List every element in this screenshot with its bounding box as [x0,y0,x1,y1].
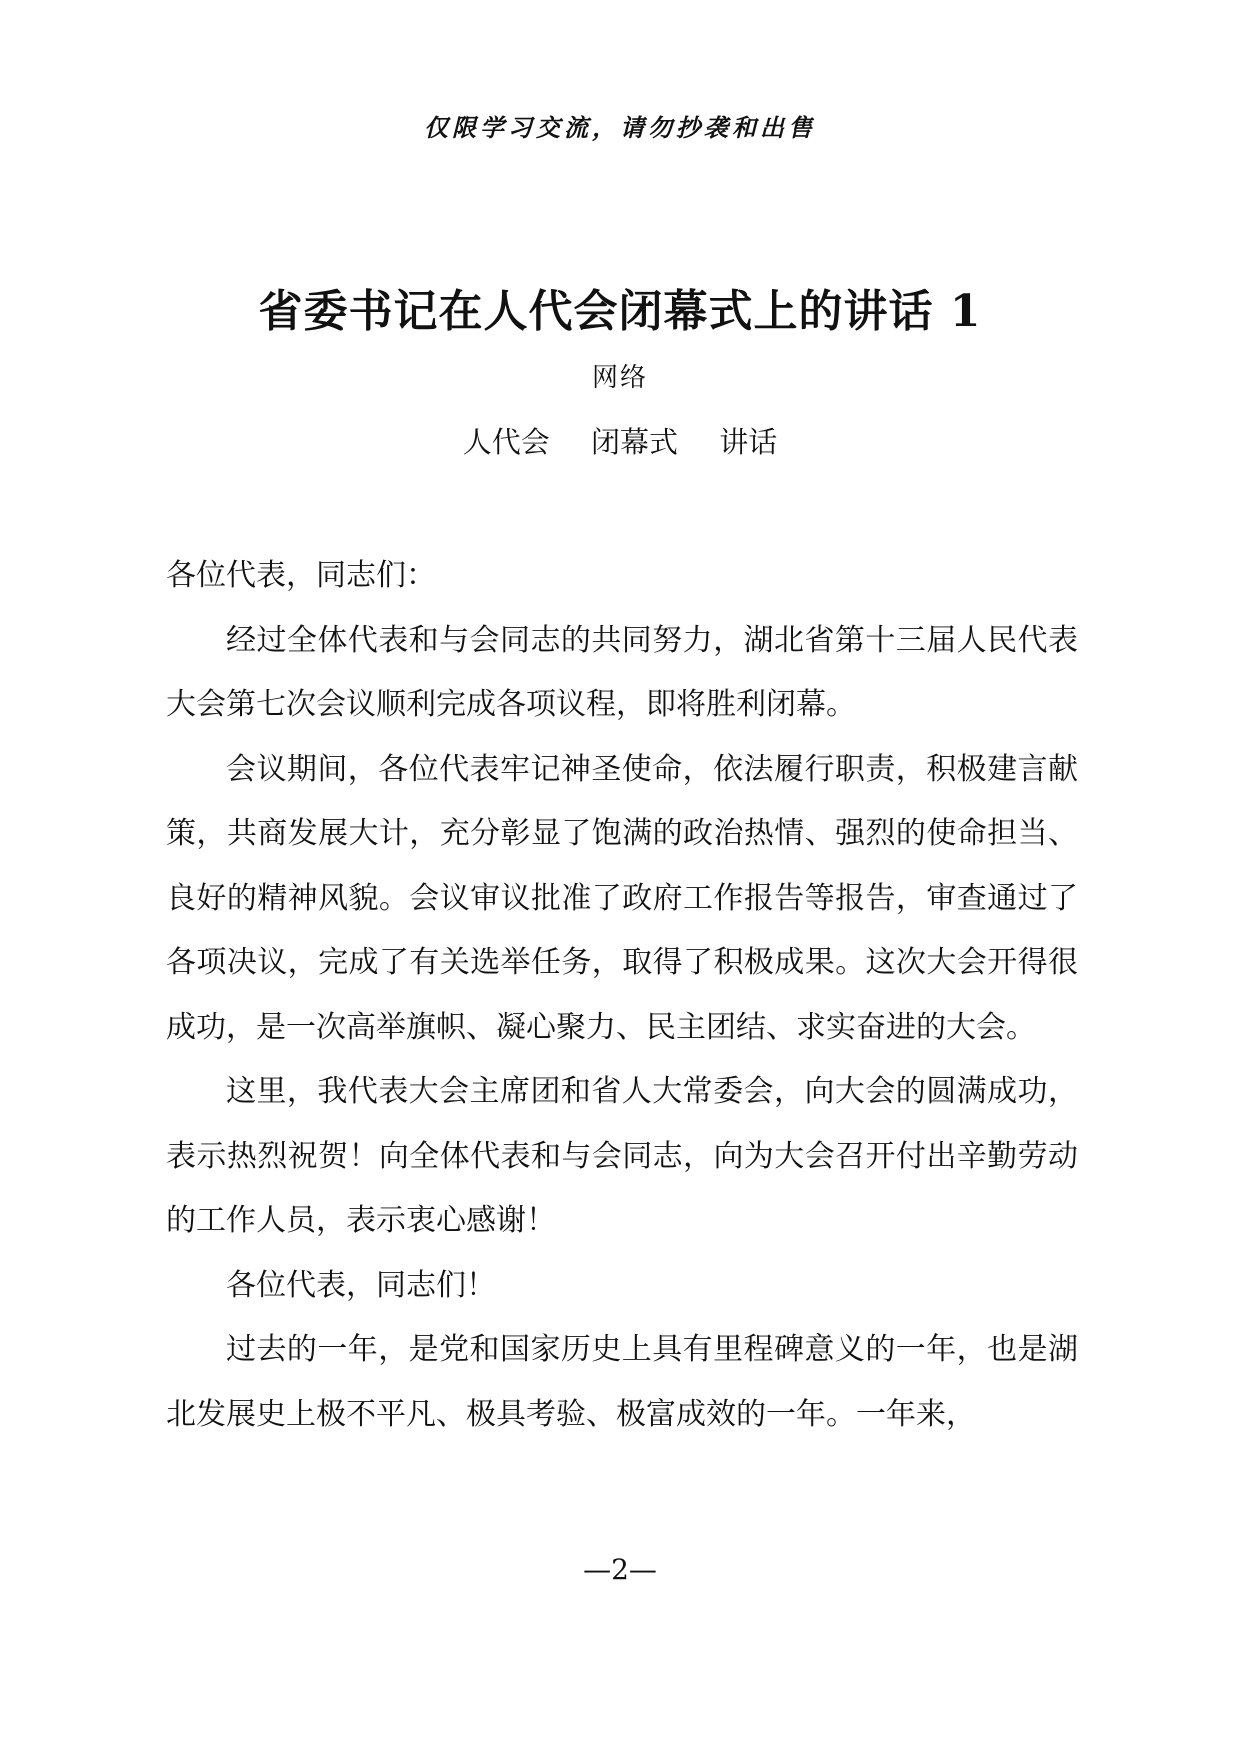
paragraph: 过去的一年，是党和国家历史上具有里程碑意义的一年，也是湖北发展史上极不平凡、极具考验、极富成效的一年。一年来， [166,1332,1078,1432]
document-keywords [0,422,1240,462]
paragraph: 各位代表，同志们！ [226,1267,496,1303]
page-number: —2— [583,1553,657,1586]
paragraph: 经过全体代表和与会同志的共同努力，湖北省第十三届人民代表大会第七次会议顺利完成各项议程，即将胜利闭幕。 [166,622,1078,722]
keyword: 人代会 [462,425,550,459]
paragraph: 这里，我代表大会主席团和省人大常委会，向大会的圆满成功，表示热烈祝贺！向全体代表和与会同志，向为大会召开付出辛勤劳动的工作人员，表示衷心感谢！ [166,1074,1078,1238]
header-note: 仅限学习交流，请勿抄袭和出售 [424,113,816,142]
document-author: 网络 [591,363,648,393]
paragraph: 会议期间，各位代表牢记神圣使命，依法履行职责，积极建言献策，共商发展大计，充分彰显了饱满的政治热情、强烈的使命担当、良好的精神风貌。会议审议批准了政府工作报告等报告，审查通过了各项决议，完成了有关选举任务，取得了积极成果。这次大会开得很成功，是一次高举旗帜、凝心聚力、民主团结、求实奋进的大会。 [166,751,1078,1045]
salutation: 各位代表，同志们： [166,558,436,593]
document-title: 省委书记在人代会闭幕式上的讲话 1 [258,286,982,337]
keyword: 讲话 [719,425,778,459]
keyword: 闭幕式 [590,425,678,459]
document-body [166,544,1078,1447]
